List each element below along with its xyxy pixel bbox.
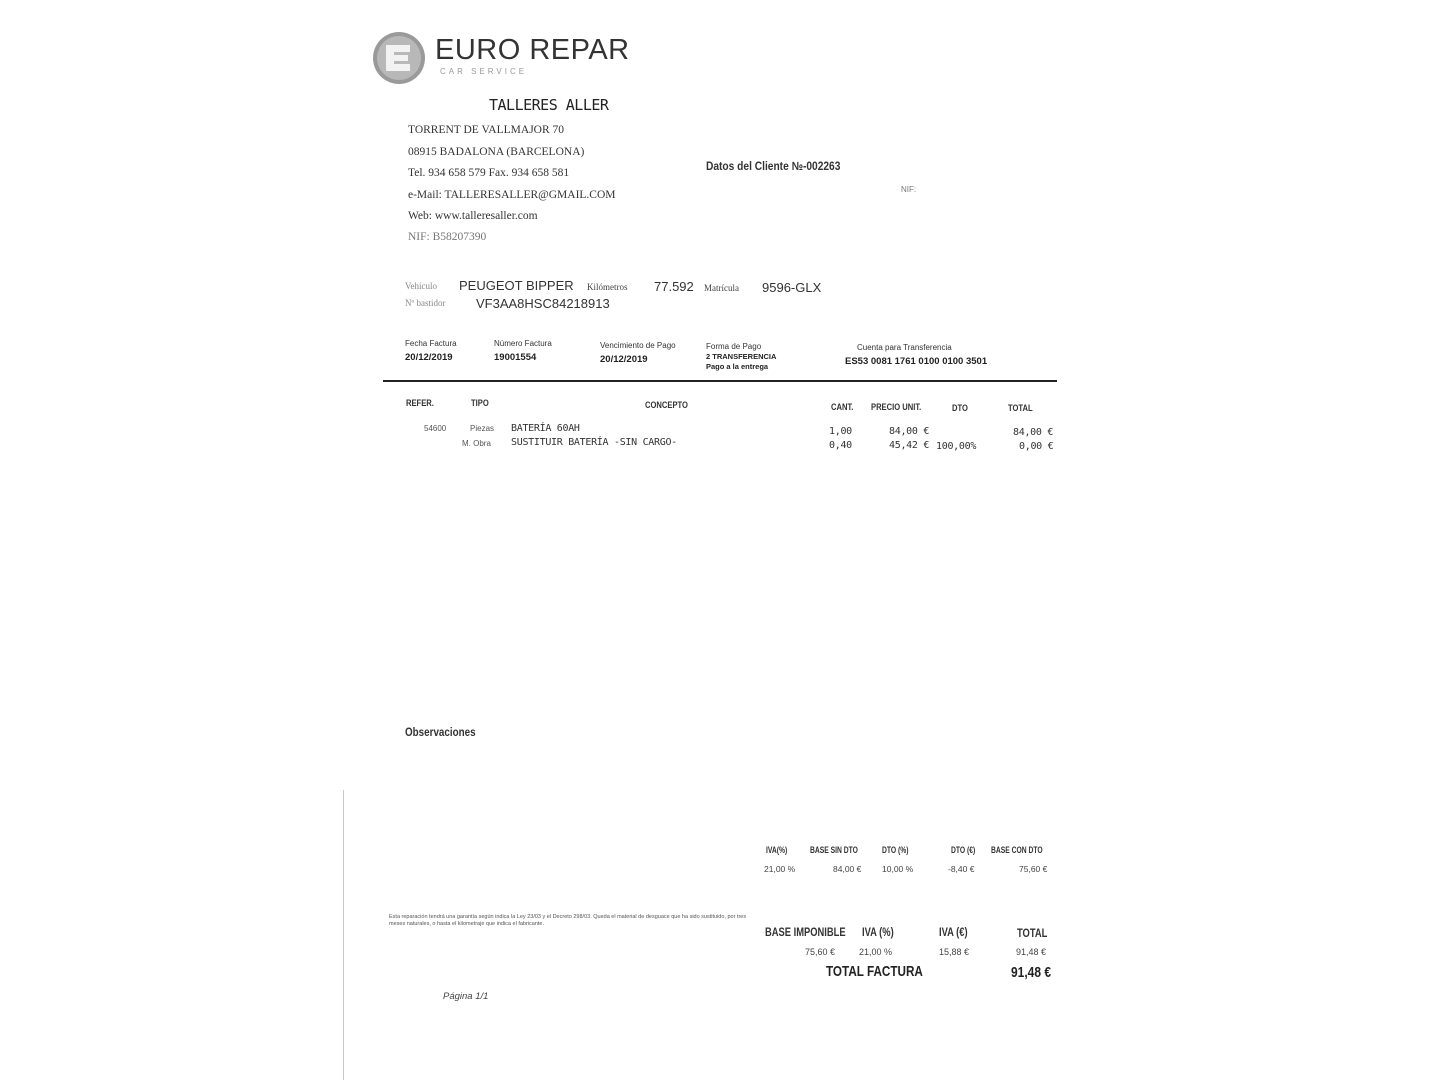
due-date-label: Vencimiento de Pago xyxy=(600,341,676,350)
vin-label: Nº bastidor xyxy=(405,298,446,308)
shop-name: TALLERES ALLER xyxy=(489,96,609,114)
tax-col-dto-eur: DTO (€) xyxy=(951,845,976,855)
line-cant: 1,00 xyxy=(829,426,852,437)
col-tipo: TIPO xyxy=(471,398,489,409)
invoice-number-label: Número Factura xyxy=(494,339,552,348)
shop-phone-fax: Tel. 934 658 579 Fax. 934 658 581 xyxy=(408,167,570,179)
line-tipo: Piezas xyxy=(470,424,495,433)
line-tipo: M. Obra xyxy=(462,439,491,448)
totals-total-value: 91,48 € xyxy=(1016,947,1047,957)
col-ref: REFER. xyxy=(406,398,434,409)
line-cant: 0,40 xyxy=(829,440,852,451)
payment-method-label: Forma de Pago xyxy=(706,342,762,351)
line-total: 0,00 € xyxy=(1019,441,1054,452)
tax-col-iva: IVA(%) xyxy=(766,845,788,855)
header-divider xyxy=(383,380,1057,382)
tax-base-con-value: 75,60 € xyxy=(1019,864,1048,874)
grand-total-value: 91,48 € xyxy=(1011,964,1052,981)
vehicle-value: PEUGEOT BIPPER xyxy=(459,278,574,293)
invoice-date-label: Fecha Factura xyxy=(405,339,457,348)
client-nif-label: NIF: xyxy=(901,185,917,194)
totals-iva-eur-value: 15,88 € xyxy=(939,947,970,957)
line-concepto: SUSTITUIR BATERÍA -SIN CARGO- xyxy=(511,437,677,448)
shop-web: Web: www.talleresaller.com xyxy=(408,210,538,222)
invoice-date-value: 20/12/2019 xyxy=(405,352,453,363)
brand-name: EURO REPAR xyxy=(435,34,630,66)
line-precio: 45,42 € xyxy=(889,440,930,451)
tax-base-sin-value: 84,00 € xyxy=(833,864,862,874)
totals-col-iva-pct: IVA (%) xyxy=(862,925,894,939)
totals-col-base: BASE IMPONIBLE xyxy=(765,925,846,939)
tax-col-base-sin-dto: BASE SIN DTO xyxy=(810,845,858,855)
transfer-account-value: ES53 0081 1761 0100 0100 3501 xyxy=(845,356,988,367)
brand-subtitle: CAR SERVICE xyxy=(440,67,528,76)
shop-email: e-Mail: TALLERESALLER@GMAIL.COM xyxy=(408,189,616,201)
shop-address-line1: TORRENT DE VALLMAJOR 70 xyxy=(408,124,565,136)
line-concepto: BATERÍA 60AH xyxy=(511,423,580,434)
plate-value: 9596-GLX xyxy=(762,280,822,295)
totals-base-value: 75,60 € xyxy=(805,947,836,957)
line-total: 84,00 € xyxy=(1013,427,1054,438)
euro-repar-logo-icon xyxy=(372,31,426,85)
legal-warranty-text: Esta reparación tendrá una garantía según indica la Ley 23/03 y el Decreto 298/03. Queda el material de desguace que ha sido sustituido, por tres meses naturales, o hasta el kilometraje que indica el fabricante. xyxy=(389,914,747,927)
totals-iva-pct-value: 21,00 % xyxy=(859,947,893,957)
transfer-account-label: Cuenta para Transferencia xyxy=(857,343,952,352)
line-ref: 54600 xyxy=(424,424,447,433)
scan-edge xyxy=(343,790,344,1080)
invoice-number-value: 19001554 xyxy=(494,352,537,363)
col-cant: CANT. xyxy=(831,402,854,413)
totals-col-total: TOTAL xyxy=(1017,926,1048,940)
shop-nif: NIF: B58207390 xyxy=(408,231,487,243)
col-total: TOTAL xyxy=(1008,403,1033,414)
client-data-label: Datos del Cliente №-002263 xyxy=(706,159,841,173)
line-dto: 100,00% xyxy=(936,441,977,452)
tax-iva-value: 21,00 % xyxy=(764,864,796,874)
page-number: Página 1/1 xyxy=(443,991,489,1002)
grand-total-label: TOTAL FACTURA xyxy=(826,963,923,980)
col-precio: PRECIO UNIT. xyxy=(871,402,922,413)
vehicle-label: Vehículo xyxy=(405,281,437,291)
totals-col-iva-eur: IVA (€) xyxy=(939,925,968,939)
tax-dto-pct-value: 10,00 % xyxy=(882,864,914,874)
tax-dto-eur-value: -8,40 € xyxy=(948,864,975,874)
tax-col-dto-pct: DTO (%) xyxy=(882,845,909,855)
line-precio: 84,00 € xyxy=(889,426,930,437)
col-concepto: CONCEPTO xyxy=(645,400,688,411)
payment-method-value: 2 TRANSFERENCIA xyxy=(706,352,777,361)
tax-col-base-con-dto: BASE CON DTO xyxy=(991,845,1043,855)
due-date-value: 20/12/2019 xyxy=(600,354,648,365)
plate-label: Matrícula xyxy=(704,283,739,293)
km-label: Kilómetros xyxy=(587,282,628,292)
observations-label: Observaciones xyxy=(405,725,476,739)
payment-terms-value: Pago a la entrega xyxy=(706,362,769,371)
col-dto: DTO xyxy=(952,403,968,414)
vin-value: VF3AA8HSC84218913 xyxy=(476,296,610,311)
km-value: 77.592 xyxy=(654,279,694,294)
shop-address-line2: 08915 BADALONA (BARCELONA) xyxy=(408,146,585,158)
